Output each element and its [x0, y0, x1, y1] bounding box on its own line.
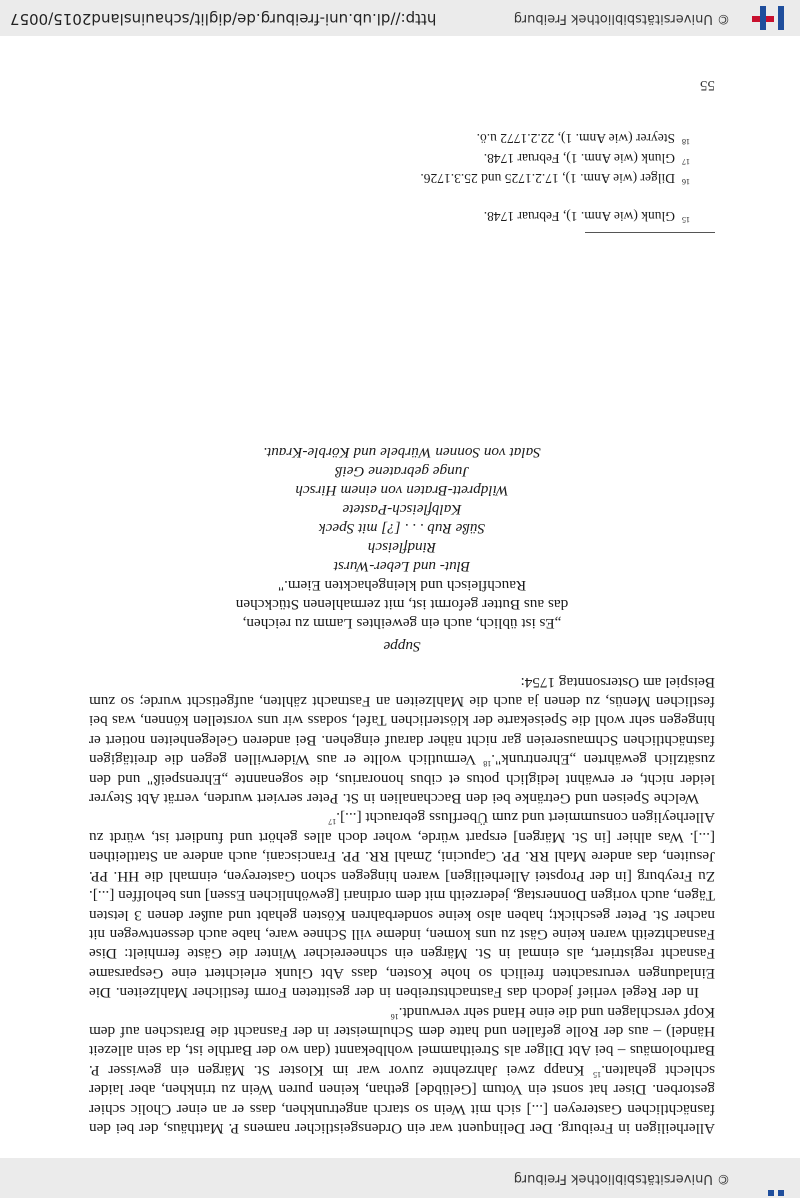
- university-logo-icon: [738, 0, 788, 36]
- footer-bar: [0, 1158, 800, 1198]
- header-bar: [0, 0, 800, 36]
- header-library-credit: © Universitätsbibliothek Freiburg: [513, 11, 730, 26]
- menu-line: Salat von Sonnen Würbele und Körble-Kraut.: [263, 444, 541, 462]
- menu-heading: Suppe: [383, 638, 421, 656]
- menu-line: Rindfleisch: [367, 539, 437, 557]
- footnote-ref-16: 16: [390, 1011, 399, 1021]
- footnote-15: 15 Glunk (wie Anm. 1), Februar 1748.: [483, 209, 690, 224]
- footnotes: [115, 128, 715, 226]
- menu-line: Rauchfleisch und kleingehackten Eiern.": [277, 577, 527, 595]
- easter-menu: [89, 443, 715, 656]
- footnote-ref-18: 18: [483, 759, 492, 769]
- menu-line: Junge gebratene Geiß: [334, 463, 470, 481]
- footnote-ref-15: 15: [593, 1069, 602, 1079]
- footer-library-credit: © Universitätsbibliothek Freiburg: [513, 1171, 730, 1186]
- university-logo-icon: [738, 1160, 788, 1196]
- footnote-16: 16 Dilger (wie Anm. 1), 17.2.1725 und 25.3.1726.: [420, 171, 690, 186]
- body-text: [89, 443, 715, 1138]
- menu-line: Wildprett-Braten von einem Hirsch: [295, 482, 509, 500]
- paragraph-2: In der Regel verlief jedoch das Fastnachtstreiben in der gesitteten Form festlicher Mahlzeiten. Die Einladungen verursachten freilich so hohe Kosten, dass Abt Glunk erleichtert eine Gesparsame Fasnacht registriert, als einmal in St. Märgen ein schneereicher Winter die Gäste fernhielt: Dise Fasnachtzeith waren keine Gäst zu uns komen, indeme vill Schnee ware, habe auch dessentwegen nit nacher St. Peter geschickt; haben also keine sonderbahren Kösten gehabt und außer denen 3 letsten Tägen, auch vorigen Donnerstag, jederzeith mit dem ordinari [gewöhnlichen Essen] uns beholffen [...]. Zu Freyburg [in der Propstei Allerheiligen] waren hingegen schon Gastereyen, einmahl die HH. PP. Jesuiten, das andere Mahl RR. PP. Capucini, 2mahl RR. PP. Franciscani, auch andere an Stattleithen [...]. Was alhier [in St. Märgen] erspart würde, woher doch alles gehört und fundiert ist, würdt zu Allerheyligen consummiert und zum Überfluss gebraucht [...].$^{17}$: [89, 809, 715, 1002]
- footnote-18: 18 Steyrer (wie Anm. 1), 22.2.1772 u.ö.: [476, 131, 690, 146]
- document-url-link[interactable]: http://dl.ub.uni-freiburg.de/diglit/schauinsland2015/0057: [10, 10, 437, 28]
- menu-line: Süße Rub . . . [?] mit Speck: [318, 520, 486, 538]
- menu-line: „Es ist üblich, auch ein geweihtes Lamm zu reichen,: [242, 615, 562, 633]
- page-number: 55: [700, 77, 715, 93]
- footnote-17: 17 Glunk (wie Anm. 1), Februar 1748.: [483, 151, 690, 166]
- paragraph-1: Allerheiligen in Freiburg. Der Delinquent war ein Ordensgeistlicher namens P. Matthäus, der bei den fasnächtlichen Gastereyen [...] sich mit Wein so starch angetrunkhen, dass er an einer Cholic schier gestorben. Diser hat sonst ein Votum [Gelübde] gethan, keinen puren Wein zu trinkhen, aber laider schlecht gehalten.$^{15}$ Knapp zwei Jahrzehnte zuvor war im Kloster St. Märgen ein gewisser P. Bartholomäus – bei Abt Dilger als Streithammel wohlbekannt (dan wo der Barthle ist, da sein allezeit Händel) – aus der Rolle gefallen und hatte dem Schulmeister in der Fasnacht die Bratschen auf dem Kopf verschlagen und die eine Hand sehr verwundt.$^{16}$: [89, 1003, 715, 1137]
- menu-line: das aus Butter geformt ist, mit zermahlenen Stückchen: [235, 596, 569, 614]
- menu-line: Kalbfleisch-Pastete: [342, 501, 462, 519]
- footnote-divider: [585, 232, 715, 233]
- footnote-ref-17: 17: [328, 817, 337, 827]
- menu-line: Blut- und Leber-Wurst: [333, 558, 471, 576]
- paragraph-3: Welche Speisen und Getränke bei den Bacchanalien in St. Peter serviert wurden, verrät Abt Steyrer leider nicht, er erwähnt lediglich potus et cibus honorarius, die sogenannte „Ehrenspeiß" und den zusätzlich gewährten „Ehrentrunk".$^{18}$ Vermutlich wollte er aus Widerwillen gegen die dreitägigen fastnächtlichen Schmausereien gar nicht näher darauf eingehen. Bei anderen Gelegenheiten notiert er hingegen sehr wohl die Speisekarte der klösterlichen Tafel, sodass wir uns vorstellen können, was bei festlichen Menüs, zu denen ja auch die Mahlzeiten an Fastnacht zählten, aufgetischt wurde; so zum Beispiel am Ostersonntag 1754:: [89, 673, 715, 808]
